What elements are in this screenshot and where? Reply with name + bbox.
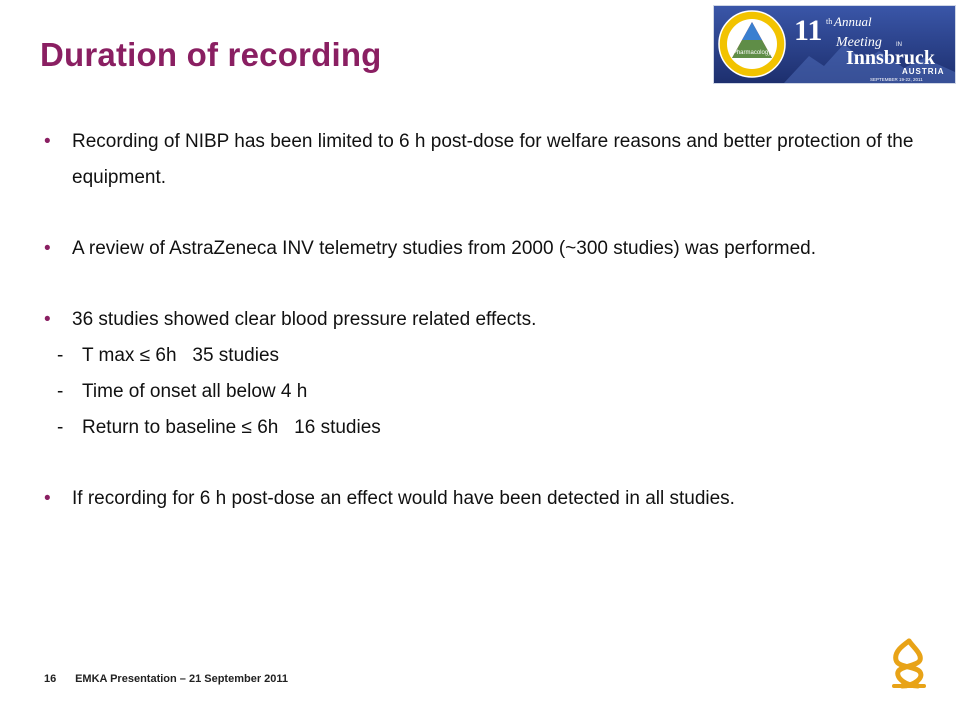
bullet-item [44, 231, 924, 267]
banner-line-annual: Annual [834, 14, 872, 29]
banner-line-in: IN [896, 42, 902, 48]
banner-city: Innsbruck [846, 47, 935, 69]
astrazeneca-logo-icon [888, 638, 930, 690]
society-seal-icon [719, 11, 785, 77]
page-number: 16 [44, 673, 57, 685]
bullet-marker: • [44, 238, 51, 259]
dash-marker: - [57, 381, 64, 402]
banner-dates: SEPTEMBER 19-22, 2011 [870, 77, 923, 82]
sub-item [44, 374, 924, 410]
banner-ordinal-suffix: th [826, 17, 833, 26]
bullet-marker: • [44, 309, 51, 330]
bullet-text: 36 studies showed clear blood pressure related effects. [72, 309, 537, 330]
dash-marker: - [57, 345, 64, 366]
conference-banner [713, 5, 956, 84]
bullet-item [44, 302, 924, 338]
bullet-item [44, 481, 924, 517]
sub-item-text: Return to baseline ≤ 6h 16 studies [82, 417, 381, 438]
banner-ordinal: 11 [794, 14, 823, 47]
bullet-item [44, 124, 924, 196]
svg-text:Pharmacology: Pharmacology [732, 50, 772, 56]
dash-marker: - [57, 417, 64, 438]
footer-text: EMKA Presentation – 21 September 2011 [75, 673, 289, 685]
sub-item-text: Time of onset all below 4 h [82, 381, 308, 402]
bullet-text: Recording of NIBP has been limited to 6 h post-dose for welfare reasons and better protection of the equipment. [72, 131, 914, 188]
bullet-text: A review of AstraZeneca INV telemetry studies from 2000 (~300 studies) was performed. [72, 238, 816, 259]
slide-footer [44, 673, 288, 685]
banner-line-meeting: Meeting [836, 35, 882, 50]
banner-country: AUSTRIA [902, 67, 945, 76]
slide-content [44, 124, 924, 517]
sub-item [44, 338, 924, 374]
bullet-marker: • [44, 488, 51, 509]
sub-item [44, 410, 924, 446]
bullet-marker: • [44, 131, 51, 152]
slide-title: Duration of recording [40, 36, 382, 73]
sub-item-text: T max ≤ 6h 35 studies [82, 345, 280, 366]
bullet-text: If recording for 6 h post-dose an effect would have been detected in all studies. [72, 488, 735, 509]
